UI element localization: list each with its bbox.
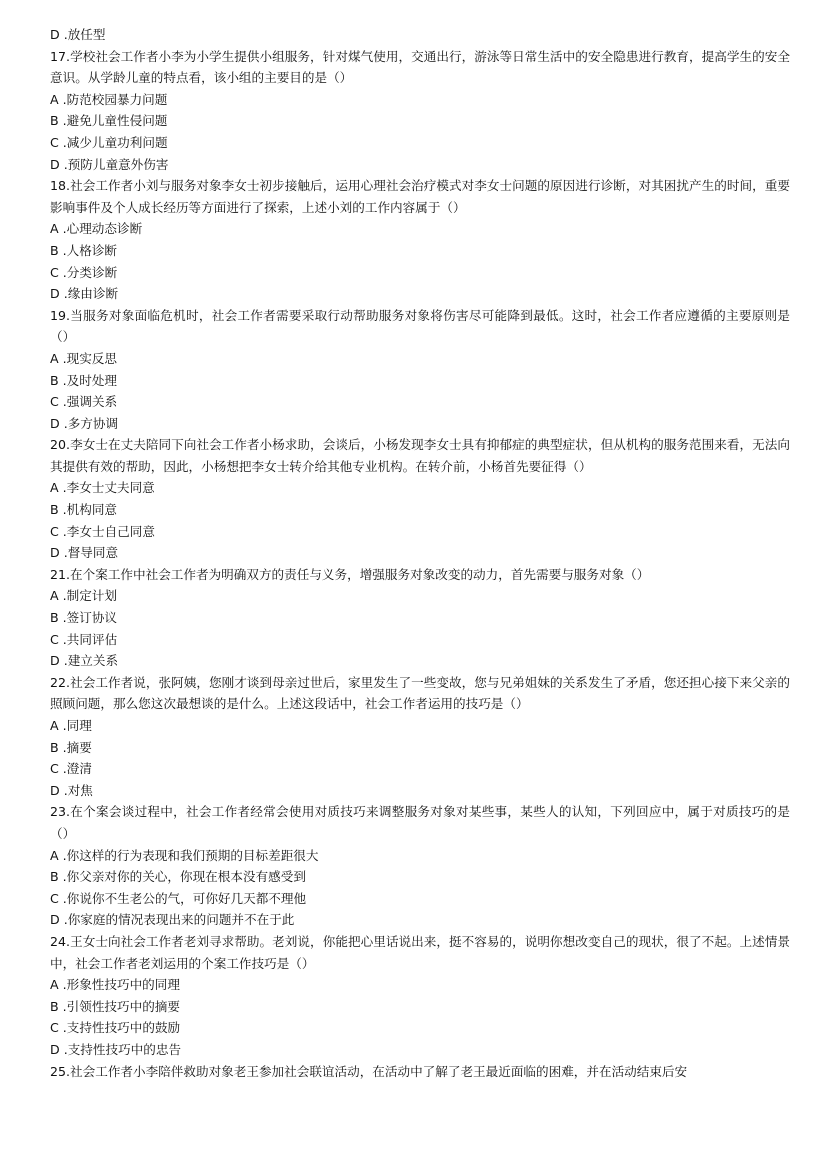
question-block [50,46,790,176]
answer-option: B .避免儿童性侵问题 [50,113,168,129]
option-line: D .放任型 [50,27,106,42]
answer-option: C .共同评估 [50,631,118,647]
question-list [50,46,790,1083]
answer-option: C .李女士自己同意 [50,523,155,539]
answer-option: A .你这样的行为表现和我们预期的目标差距很大 [50,847,319,863]
question-stem [50,305,790,348]
question-block [50,672,790,802]
answer-option: A .制定计划 [50,588,117,604]
answer-option: A .形象性技巧中的同理 [50,977,180,993]
answer-option: C .强调关系 [50,394,118,410]
question-number: 22. [50,674,71,690]
answer-option: A .现实反思 [50,350,117,366]
question-stem [50,931,790,974]
question-text: 当服务对象面临危机时，社会工作者需要采取行动帮助服务对象将伤害尽可能降到最低。这时，社会工作者应遵循的主要原则是（） [50,307,790,345]
answer-option: D .你家庭的情况表现出来的问题并不在于此 [50,912,295,928]
question-number: 19. [50,307,71,323]
question-block [50,564,790,672]
question-number: 24. [50,933,71,949]
answer-option: C .澄清 [50,761,92,777]
question-text: 社会工作者小李陪伴救助对象老王参加社会联谊活动，在活动中了解了老王最近面临的困难，并在活动结束后安 [70,1063,688,1079]
answer-option: C .你说你不生老公的气，可你好几天都不理他 [50,890,307,906]
answer-option: D .缘由诊断 [50,286,119,302]
question-text: 在个案会谈过程中，社会工作者经常会使用对质技巧来调整服务对象对某些事，某些人的认知，下列回应中，属于对质技巧的是（） [50,804,790,841]
question-number: 23. [50,804,71,820]
answer-option: B .机构同意 [50,502,118,518]
answer-option: D .预防儿童意外伤害 [50,156,169,172]
question-text: 在个案工作中社会工作者为明确双方的责任与义务，增强服务对象改变的动力，首先需要与服务对象（） [70,566,650,582]
answer-option: C .支持性技巧中的鼓励 [50,1020,181,1036]
question-stem [50,434,790,477]
answer-option: C .减少儿童功利问题 [50,134,168,150]
question-text: 社会工作者小刘与服务对象李女士初步接触后，运用心理社会治疗模式对李女士问题的原因进行诊断，对其困扰产生的时间，重要影响事件及个人成长经历等方面进行了探索，上述小刘的工作内容属于（） [50,178,790,215]
answer-option: B .签订协议 [50,610,118,626]
question-number: 25. [50,1063,71,1079]
question-stem [50,801,790,844]
question-number: 20. [50,437,71,453]
answer-option: A .李女士丈夫同意 [50,480,155,496]
answer-option: B .及时处理 [50,372,118,388]
question-stem [50,46,790,89]
answer-option: B .你父亲对你的关心，你现在根本没有感受到 [50,869,306,885]
answer-option: D .支持性技巧中的忠告 [50,1041,182,1057]
answer-option: D .督导同意 [50,545,119,561]
answer-option: B .摘要 [50,739,92,755]
answer-option: A .心理动态诊断 [50,221,143,237]
answer-option: A .同理 [50,718,92,733]
question-block [50,801,790,931]
question-block [50,175,790,305]
question-number: 18. [50,178,71,194]
answer-option: D .对焦 [50,782,93,798]
question-stem [50,175,790,218]
answer-option: A .防范校园暴力问题 [50,91,168,107]
answer-option: D .建立关系 [50,653,119,669]
answer-option: D .多方协调 [50,415,119,431]
question-text: 学校社会工作者小李为小学生提供小组服务，针对煤气使用，交通出行，游泳等日常生活中的安全隐患进行教育，提高学生的安全意识。从学龄儿童的特点看，该小组的主要目的是（） [50,48,790,86]
question-number: 17. [50,48,71,64]
answer-option: C .分类诊断 [50,264,118,280]
question-stem [50,564,790,586]
question-text: 李女士在丈夫陪同下向社会工作者小杨求助，会谈后，小杨发现李女士具有抑郁症的典型症状，但从机构的服务范围来看，无法向其提供有效的帮助，因此，小杨想把李女士转介给其他专业机构。在转介前，小杨首先要征得（） [50,437,790,474]
question-block [50,931,790,1061]
answer-option: B .引领性技巧中的摘要 [50,998,180,1014]
question-block [50,305,790,435]
question-text: 社会工作者说，张阿姨，您刚才谈到母亲过世后，家里发生了一些变故，您与兄弟姐妹的关系发生了矛盾，您还担心接下来父亲的照顾问题，那么您这次最想谈的是什么。上述这段话中，社会工作者运用的技巧是（） [50,674,790,712]
question-block [50,434,790,564]
answer-option: B .人格诊断 [50,242,118,258]
question-block [50,1061,790,1083]
document-page [50,24,790,1082]
question-stem [50,1061,790,1083]
question-number: 21. [50,566,71,582]
question-text: 王女士向社会工作者老刘寻求帮助。老刘说，你能把心里话说出来，挺不容易的，说明你想改变自己的现状，很了不起。上述情景中，社会工作者老刘运用的个案工作技巧是（） [50,933,790,971]
question-stem [50,672,790,715]
